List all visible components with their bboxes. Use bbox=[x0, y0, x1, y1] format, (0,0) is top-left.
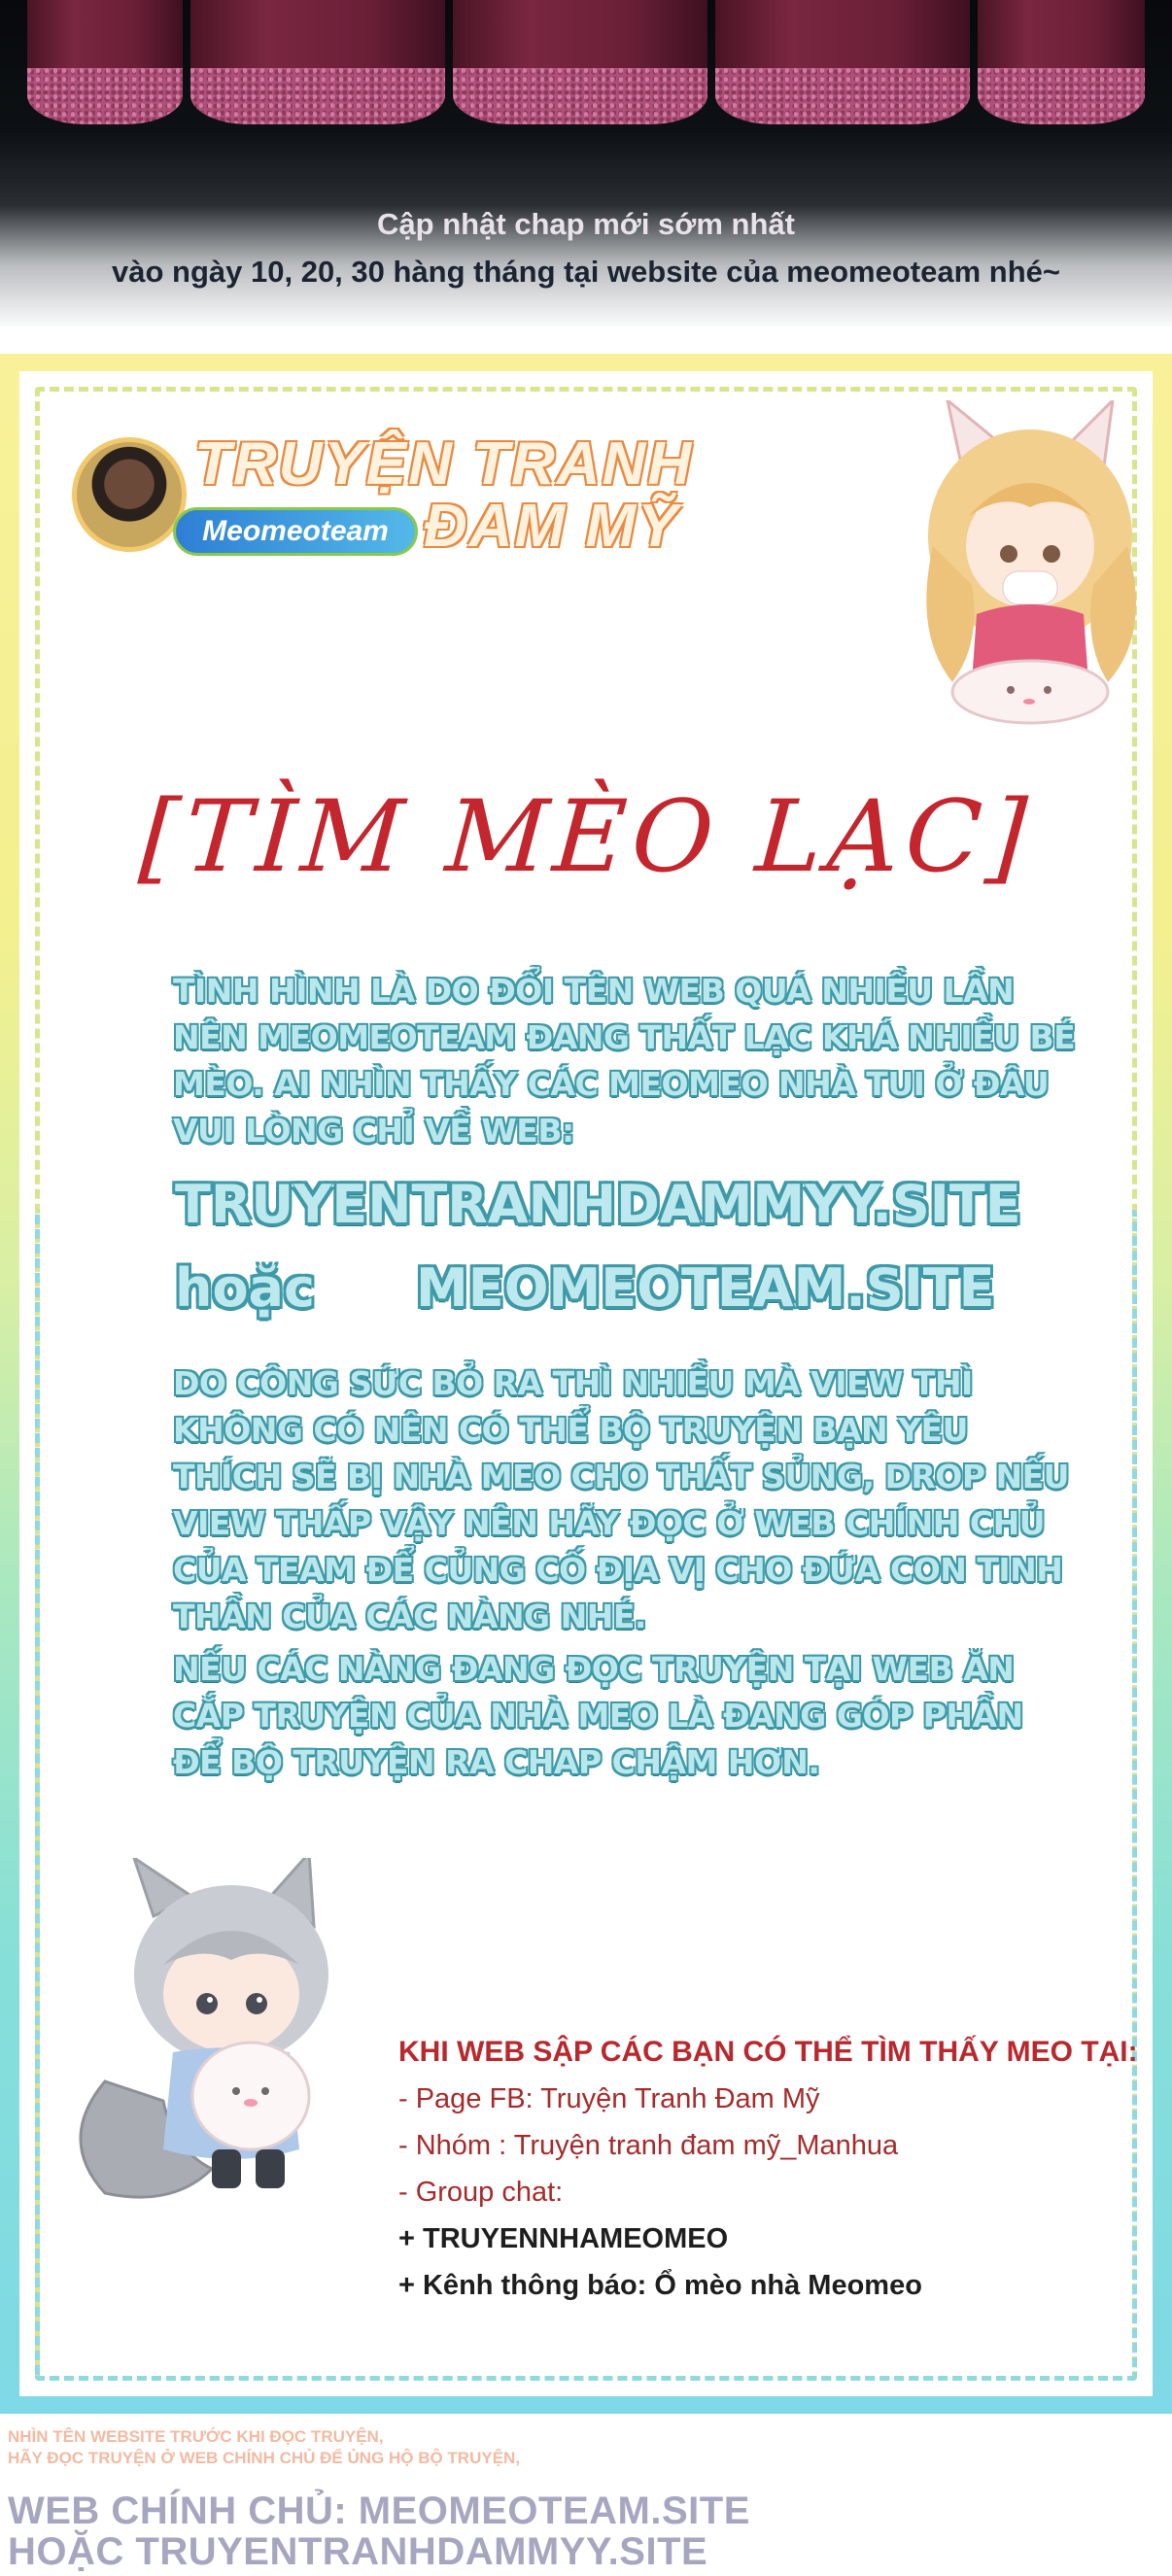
contact-info bbox=[398, 2029, 1138, 2309]
notice-frame bbox=[0, 354, 1172, 2414]
notice-paragraph-3: NẾU CÁC NÀNG ĐANG ĐỌC TRUYỆN TẠI WEB ĂN CẮP TRUYỆN CỦA NHÀ MEO LÀ ĐANG GÓP PHẦN ĐỂ BỘ TRUYỆN RA CHAP CHẬM HƠN. bbox=[173, 1650, 1023, 1781]
website-link-1[interactable]: TRUYENTRANHDAMMYY.SITE bbox=[175, 1174, 1021, 1235]
chibi-boy-illustration bbox=[66, 1858, 387, 2208]
or-word: hoặc bbox=[175, 1257, 315, 1319]
notice-card bbox=[19, 371, 1153, 2396]
logo-title-line2: ĐAM MỸ bbox=[424, 493, 680, 560]
curtain-panel bbox=[190, 0, 445, 126]
team-avatar bbox=[72, 437, 187, 552]
logo-title-line1: TRUYỆN TRANH bbox=[194, 430, 694, 498]
footer-alt-site[interactable]: HOẶC TRUYENTRANHDAMMYY.SITE bbox=[8, 2530, 708, 2573]
contact-item-group-chat: - Group chat: bbox=[398, 2177, 564, 2208]
footer-official-site[interactable]: WEB CHÍNH CHỦ: MEOMEOTEAM.SITE bbox=[8, 2490, 750, 2532]
website-link-2[interactable]: MEOMEOTEAM.SITE bbox=[416, 1257, 995, 1319]
curtain-panel bbox=[978, 0, 1145, 126]
notice-paragraph-2: DO CÔNG SỨC BỎ RA THÌ NHIỀU MÀ VIEW THÌ KHÔNG CÓ NÊN CÓ THỂ BỘ TRUYỆN BẠN YÊU THÍCH SẼ BỊ NHÀ MEO CHO THẤT SỦNG, DROP NẾU VIEW THẤP VẬY NÊN HÃY ĐỌC Ở WEB CHÍNH CHỦ CỦA TEAM ĐỂ CỦNG CỐ ĐỊA VỊ CHO ĐỨA CON TINH THẦN CỦA CÁC NÀNG NHÉ. bbox=[173, 1364, 1069, 1635]
update-note-line1: Cập nhật chap mới sớm nhất bbox=[377, 207, 795, 241]
curtain-panel bbox=[715, 0, 970, 126]
footer-note-2: HÃY ĐỌC TRUYỆN Ở WEB CHÍNH CHỦ ĐỂ ỦNG HỘ BỘ TRUYỆN, bbox=[8, 2449, 521, 2467]
contact-heading: KHI WEB SẬP CÁC BẠN CÓ THỂ TÌM THẤY MEO TẠI: bbox=[398, 2036, 1138, 2068]
contact-item-channel: + Kênh thông báo: Ổ mèo nhà Meomeo bbox=[398, 2270, 922, 2301]
curtain-panel bbox=[27, 0, 183, 126]
curtain-header bbox=[0, 0, 1172, 330]
contact-item-facebook-page: - Page FB: Truyện Tranh Đam Mỹ bbox=[398, 2083, 820, 2114]
contact-item-group: - Nhóm : Truyện tranh đam mỹ_Manhua bbox=[398, 2130, 899, 2161]
curtain-panel bbox=[453, 0, 707, 126]
lost-cat-title: [TÌM MÈO LẠC] bbox=[136, 779, 1036, 895]
footer-note-1: NHÌN TÊN WEBSITE TRƯỚC KHI ĐỌC TRUYỆN, bbox=[8, 2427, 384, 2446]
chibi-girl-illustration bbox=[894, 400, 1156, 731]
team-badge: Meomeoteam bbox=[173, 507, 418, 556]
update-note-line2: vào ngày 10, 20, 30 hàng tháng tại website của meomeoteam nhé~ bbox=[112, 255, 1060, 289]
contact-item-chat-name: + TRUYENNHAMEOMEO bbox=[398, 2223, 729, 2254]
notice-paragraph-1: TÌNH HÌNH LÀ DO ĐỔI TÊN WEB QUÁ NHIỀU LẦN NÊN MEOMEOTEAM ĐANG THẤT LẠC KHÁ NHIỀU BÉ MÈO. AI NHÌN THẤY CÁC MEOMEO NHÀ TUI Ở ĐÂU VUI LÒNG CHỈ VỀ WEB: bbox=[173, 972, 1076, 1150]
